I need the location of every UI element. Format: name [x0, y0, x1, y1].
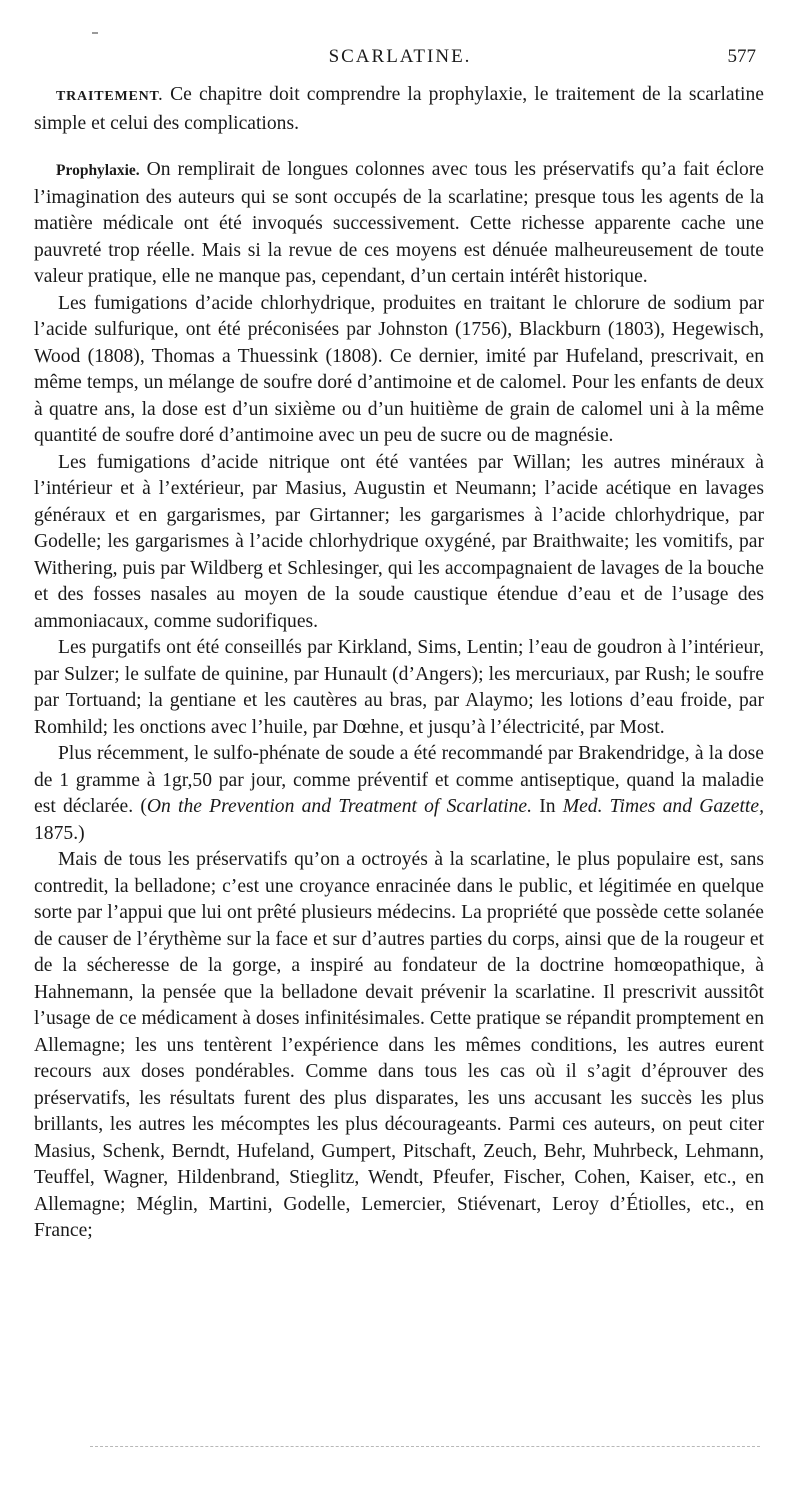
paragraph-traitement-text: Ce chapitre doit comprendre la prophylaxie, le traitement de la scarlatine simple et celui des complications. [34, 84, 764, 134]
paragraph-prophylaxie-text: On remplirait de longues colonnes avec tous les préservatifs qu’a fait éclore l’imagination des auteurs qui se sont occupés de la scarlatine; presque tous les agents de la matière médicale ont été invoqués successivement. Cette richesse apparente cache une pauvreté trop réelle. Mais si la revue de ces moyens est dénuée malheureusement de toute valeur pratique, elle ne manque pas, cependant, d’un certain intérêt historique. [34, 159, 764, 287]
paragraph-sulfo-phenate-text-c: 1875.) [34, 822, 85, 844]
section-label-prophylaxie: Prophylaxie. [56, 162, 140, 179]
body-text [34, 82, 764, 1245]
print-speck [92, 32, 98, 34]
section-label-traitement: TRAITEMENT. [56, 89, 163, 104]
paragraph-sulfo-phenate-text-b: In [532, 796, 563, 817]
paragraph-sulfo-phenate-text-a: Plus récemment, le sulfo-phénate de soude a été recommandé par Brakendridge, à la dose de 1 gramme à 1gr,50 par jour, comme préventif et comme antiseptique, quand la maladie est déclarée. ( [34, 743, 764, 817]
paragraph-fumigations-chlorhydrique: Les fumigations d’acide chlorhydrique, produites en traitant le chlorure de sodium par l’acide sulfurique, ont été préconisées par Johnston (1756), Blackburn (1803), Hegewisch, Wood (1808), Thomas a Thuessink (1808). Ce dernier, imité par Hufeland, prescrivait, en même temps, un mélange de soufre doré d’antimoine et de calomel. Pour les enfants de deux à quatre ans, la dose est d’un sixième ou d’un huitième de grain de calomel uni à la même quantité de soufre doré d’antimoine avec un peu de sucre ou de magnésie. [34, 292, 764, 446]
footer-rule [90, 1446, 760, 1447]
paragraph-prophylaxie [34, 157, 764, 291]
citation-title: On the Prevention and Treatment of Scarlatine. [146, 796, 533, 817]
paragraph-belladone: Mais de tous les préservatifs qu’on a octroyés à la scarlatine, le plus populaire est, sans contredit, la belladone; c’est une croyance enracinée dans le public, et légitimée en quelque sorte par l’appui que lui ont prêté plusieurs médecins. La propriété que possède cette solanée de causer de l’érythème sur la face et sur d’autres parties du corps, ainsi que de la rougeur et de la sécheresse de la gorge, a inspiré au fondateur de la doctrine homœopathique, à Hahnemann, la pensée que la belladone devait prévenir la scarlatine. Il prescrivit aussitôt l’usage de ce médicament à doses infinitésimales. Cette pratique se répandit promptement en Allemagne; les uns tentèrent l’expérience dans les mêmes conditions, les autres eurent recours aux doses pondérables. Comme dans tous les cas où il s’agit d’éprouver des préservatifs, les résultats furent des plus disparates, les uns accusant les succès les plus brillants, les autres les mécomptes les plus décourageants. Parmi ces auteurs, on peut citer Masius, Schenk, Berndt, Hufeland, Gumpert, Pitschaft, Zeuch, Behr, Muhrbeck, Lehmann, Teuffel, Wagner, Hildenbrand, Stieglitz, Wendt, Pfeufer, Fischer, Cohen, Kaiser, etc., en Allemagne; Méglin, Martini, Godelle, Lemercier, Stiévenart, Leroy d’Étiolles, etc., en France; [34, 849, 764, 1241]
paragraph-traitement [34, 82, 764, 137]
page-header [0, 46, 800, 76]
paragraph-sulfo-phenate [34, 741, 764, 847]
page-number: 577 [727, 46, 756, 67]
paragraph-fumigations-nitrique: Les fumigations d’acide nitrique ont été vantées par Willan; les autres minéraux à l’intérieur et à l’extérieur, par Masius, Augustin et Neumann; l’acide acétique en lavages généraux et en gargarismes, par Girtanner; les gargarismes à l’acide chlorhydrique, par Godelle; les gargarismes à l’acide chlorhydrique oxygéné, par Braithwaite; les vomitifs, par Withering, puis par Wildberg et Schlesinger, qui les accompagnaient de lavages de la bouche et des fosses nasales au moyen de la soude caustique étendue d’eau et de l’usage des ammoniacaux, comme sudorifiques. [34, 451, 764, 632]
running-title: SCARLATINE. [328, 46, 472, 67]
citation-journal: Med. Times and Gazette, [562, 796, 764, 817]
paragraph-purgatifs: Les purgatifs ont été conseillés par Kirkland, Sims, Lentin; l’eau de goudron à l’intérieur, par Sulzer; le sulfate de quinine, par Hunault (d’Angers); les mercuriaux, par Rush; le soufre par Tortuand; la gentiane et les cautères au bras, par Alaymo; les lotions d’eau froide, par Romhild; les onctions avec l’huile, par Dœhne, et jusqu’à l’électricité, par Most. [34, 637, 764, 738]
